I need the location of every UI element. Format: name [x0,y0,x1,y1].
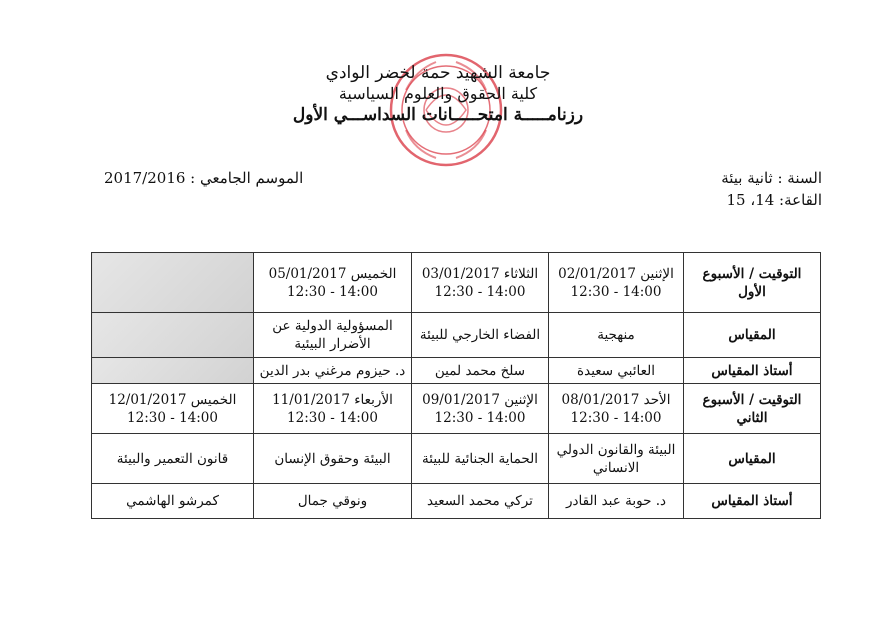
week2-slot: الخميس 12/01/2017 12:30 - 14:00 [92,384,254,434]
week2-slot: الأربعاء 11/01/2017 12:30 - 14:00 [254,384,412,434]
prof-cell: كمرشو الهاشمي [92,484,254,519]
year-label: السنة : ثانية بيئة [721,169,822,187]
week1-label: التوقيت / الأسبوع الأول [684,253,821,313]
module-cell: قانون التعمير والبيئة [92,434,254,484]
empty-cell [92,253,254,313]
table-row [92,384,821,434]
document-header [0,62,876,126]
week1-slot: الثلاثاء 03/01/2017 12:30 - 14:00 [412,253,549,313]
class-info [721,167,822,211]
week1-slot: الإثنين 02/01/2017 12:30 - 14:00 [549,253,684,313]
schedule-title: رزنامـــــة امتحـــــانات السداســـي الأول [292,105,584,125]
week2-slot: الإثنين 09/01/2017 12:30 - 14:00 [412,384,549,434]
table-row [92,313,821,358]
prof-cell: سلخ محمد لمين [412,358,549,384]
module-cell: الحماية الجنائية للبيئة [412,434,549,484]
module-cell: البيئة وحقوق الإنسان [254,434,412,484]
table-row [92,253,821,313]
exam-schedule-table [91,252,821,519]
university-name: جامعة الشهيد حمة لخضر الوادي [325,63,551,83]
room-label: القاعة: 14، 15 [726,191,822,209]
prof-cell: العائبي سعيدة [549,358,684,384]
module-cell: البيئة والقانون الدولي الانساني [549,434,684,484]
module-cell: المسؤولية الدولية عن الأضرار البيئية [254,313,412,358]
table-row [92,484,821,519]
week2-module-label: المقياس [684,434,821,484]
faculty-name: كلية الحقوق والعلوم السياسية [338,84,538,103]
table-row [92,434,821,484]
week1-module-label: المقياس [684,313,821,358]
season-label: الموسم الجامعي : 2017/2016 [104,169,304,187]
module-cell: الفضاء الخارجي للبيئة [412,313,549,358]
week1-prof-label: أستاذ المقياس [684,358,821,384]
module-cell: منهجية [549,313,684,358]
prof-cell: تركي محمد السعيد [412,484,549,519]
week1-slot: الخميس 05/01/2017 12:30 - 14:00 [254,253,412,313]
prof-cell: د. حيزوم مرغني بدر الدين [254,358,412,384]
prof-cell: د. حوبة عبد القادر [549,484,684,519]
prof-cell: ونوقي جمال [254,484,412,519]
empty-cell [92,313,254,358]
table-row [92,358,821,384]
season-info [104,167,303,189]
week2-prof-label: أستاذ المقياس [684,484,821,519]
week2-slot: الأحد 08/01/2017 12:30 - 14:00 [549,384,684,434]
empty-cell [92,358,254,384]
week2-label: التوقيت / الأسبوع الثاني [684,384,821,434]
